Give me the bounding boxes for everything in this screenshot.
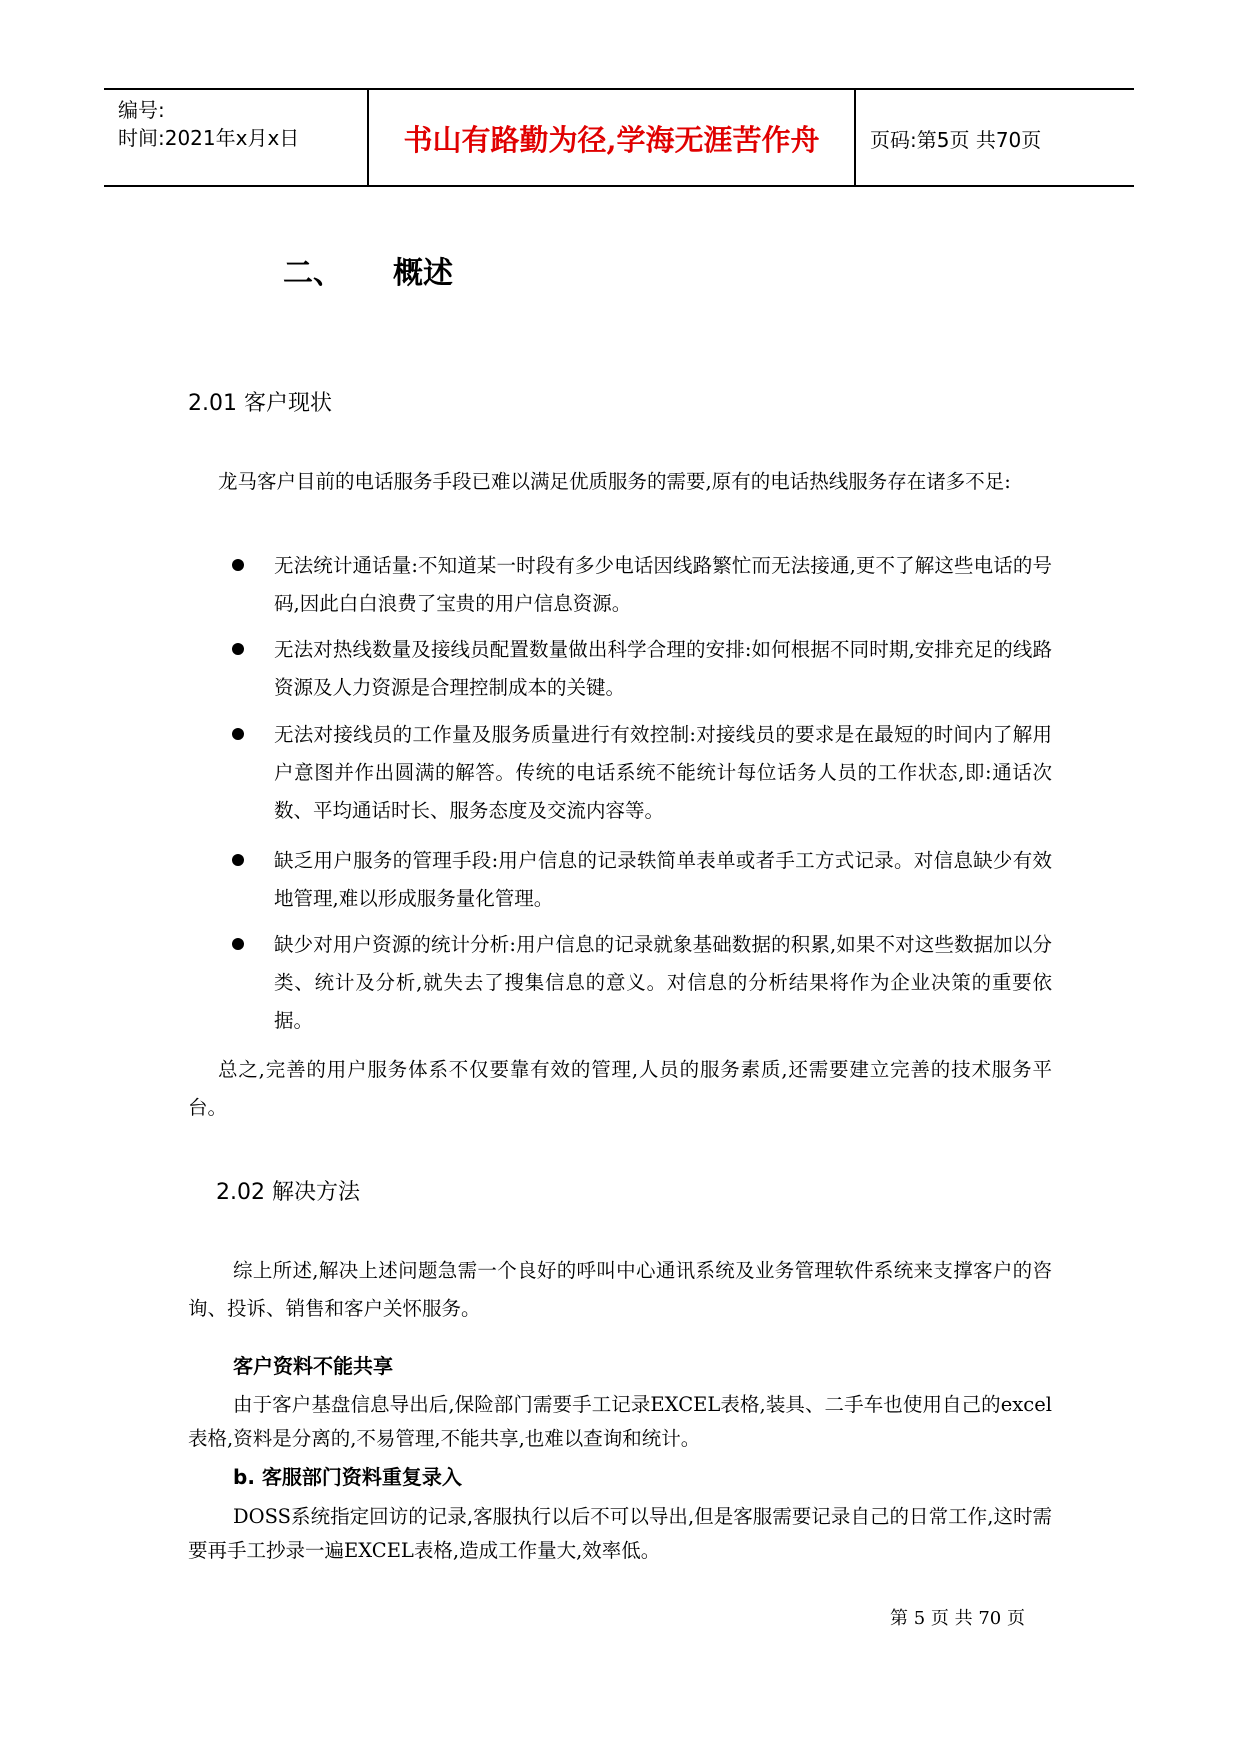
paragraph-conclusion: 总之,完善的用户服务体系不仅要靠有效的管理,人员的服务素质,还需要建立完善的技术服务平台。 (188, 1058, 1052, 1119)
bullet-item-4: 缺乏用户服务的管理手段:用户信息的记录轶简单表单或者手工方式记录。对信息缺少有效地管理,难以形成服务量化管理。 (274, 849, 1052, 910)
bullet-item-3: 无法对接线员的工作量及服务质量进行有效控制:对接线员的要求是在最短的时间内了解用户意图并作出圆满的解答。传统的电话系统不能统计每位话务人员的工作状态,即:通话次数、平均通话时长、服务态度及交流内容等。 (274, 723, 1052, 822)
document-time-label: 时间:2021年x月x日 (118, 126, 300, 150)
bullet-icon (232, 643, 244, 655)
bullet-item-5: 缺少对用户资源的统计分析:用户信息的记录就象基础数据的积累,如果不对这些数据加以分类、统计及分析,就失去了搜集信息的意义。对信息的分析结果将作为企业决策的重要依据。 (274, 933, 1052, 1032)
bullet-item-2: 无法对热线数量及接线员配置数量做出科学合理的安排:如何根据不同时期,安排充足的线路资源及人力资源是合理控制成本的关键。 (274, 638, 1052, 699)
bullet-icon (232, 854, 244, 866)
document-number-label: 编号: (118, 98, 165, 122)
page-header (104, 88, 1134, 187)
section-heading (283, 248, 453, 292)
header-motto-cell (367, 90, 856, 185)
bullet-icon (232, 728, 244, 740)
header-motto: 书山有路勤为径,学海无涯苦作舟 (403, 123, 820, 157)
header-meta-cell (104, 90, 367, 185)
subsection-heading-2-01: 2.01 客户现状 (188, 391, 332, 416)
header-page-code: 页码:第5页 共70页 (870, 128, 1042, 152)
subheading-a: 客户资料不能共享 (233, 1354, 393, 1378)
subsection-heading-2-02: 2.02 解决方法 (216, 1180, 360, 1205)
paragraph-intro: 龙马客户目前的电话服务手段已难以满足优质服务的需要,原有的电话热线服务存在诸多不足: (218, 470, 1011, 493)
bullet-icon (232, 938, 244, 950)
subheading-b: b. 客服部门资料重复录入 (233, 1465, 462, 1489)
section-number: 二、 (283, 256, 343, 291)
paragraph-a: 由于客户基盘信息导出后,保险部门需要手工记录EXCEL表格,装具、二手车也使用自己的excel表格,资料是分离的,不易管理,不能共享,也难以查询和统计。 (188, 1393, 1052, 1450)
paragraph-b: DOSS系统指定回访的记录,客服执行以后不可以导出,但是客服需要记录自己的日常工作,这时需要再手工抄录一遍EXCEL表格,造成工作量大,效率低。 (188, 1505, 1052, 1562)
bullet-item-1: 无法统计通话量:不知道某一时段有多少电话因线路繁忙而无法接通,更不了解这些电话的号码,因此白白浪费了宝贵的用户信息资源。 (274, 554, 1052, 615)
paragraph-solution: 综上所述,解决上述问题急需一个良好的呼叫中心通讯系统及业务管理软件系统来支撑客户的咨询、投诉、销售和客户关怀服务。 (188, 1259, 1052, 1320)
header-page-cell (856, 90, 1134, 185)
section-title: 概述 (393, 256, 453, 291)
bullet-icon (232, 559, 244, 571)
page-footer: 第 5 页 共 70 页 (890, 1608, 1025, 1629)
